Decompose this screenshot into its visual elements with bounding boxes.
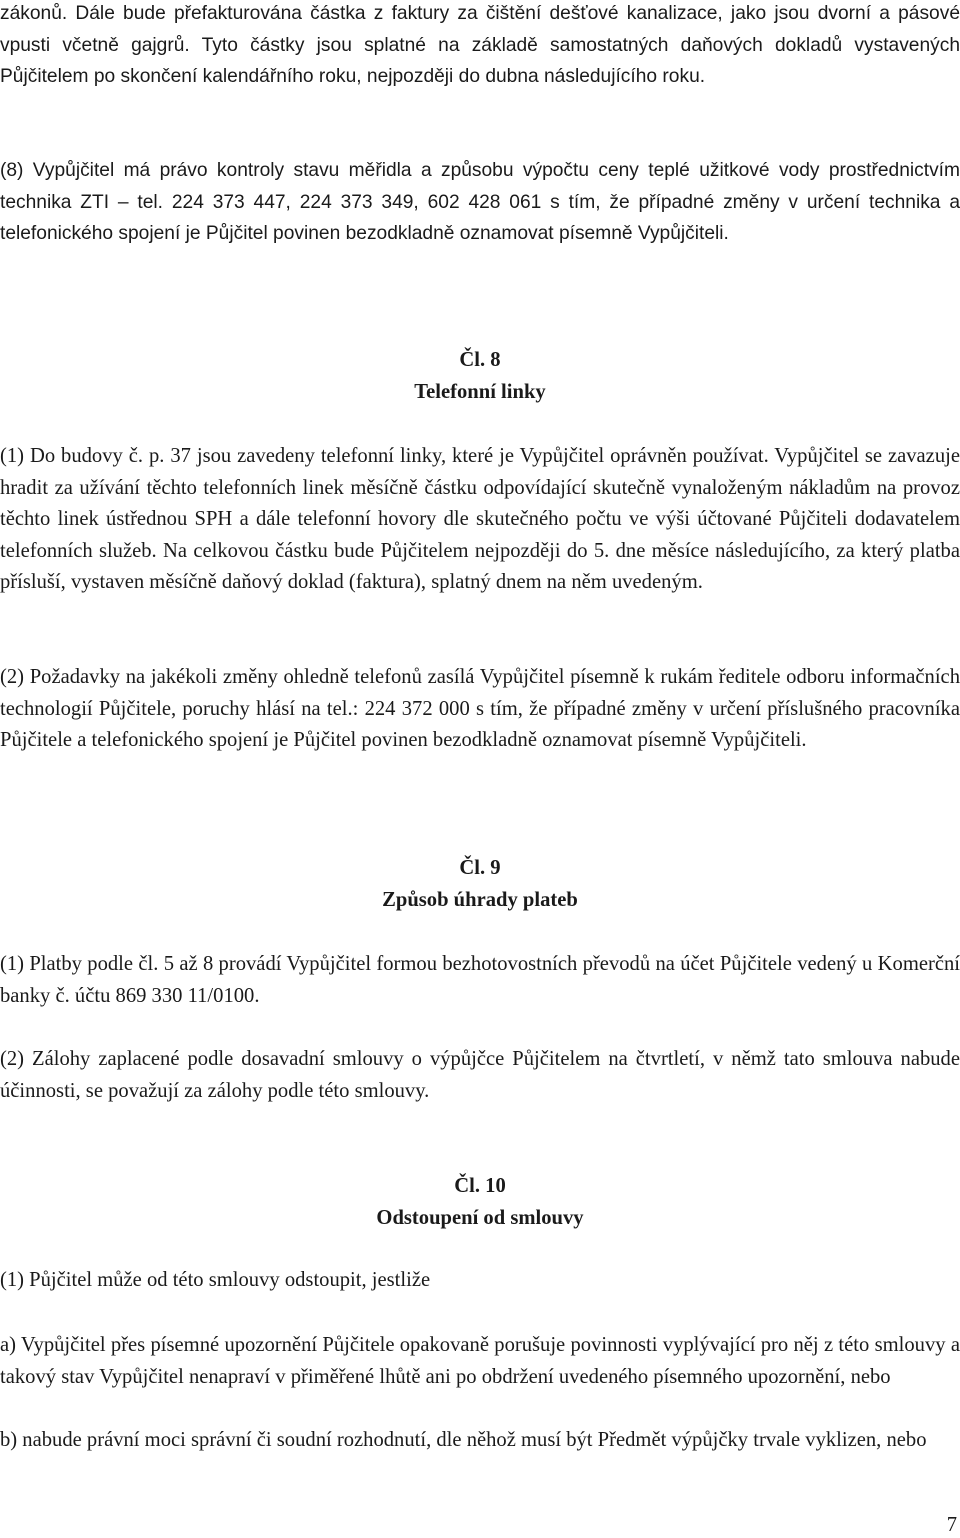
article-9-title: Způsob úhrady plateb	[382, 889, 578, 911]
paragraph-telephone-lines: (1) Do budovy č. p. 37 jsou zavedeny telefonní linky, které je Vypůjčitel oprávněn používat. Vypůjčitel se zavazuje hradit za užívání těchto telefonních linek měsíčně částku odpovídající skutečně vynaloženým nákladům na provoz těchto linek ústřednou SPH a dále telefonní hovory dle skutečného počtu ve výši účtované Půjčiteli dodavatelem telefonních služeb. Na celkovou částku bude Půjčitelem nejpozději do 5. dne měsíce následujícího, za který platba přísluší, vystaven měsíčně daňový doklad (faktura), splatný dnem na něm uvedeným.	[0, 445, 960, 593]
article-8-number: Čl. 8	[459, 349, 501, 371]
article-8-title: Telefonní linky	[414, 381, 546, 403]
article-10-title: Odstoupení od smlouvy	[376, 1207, 584, 1229]
paragraph-telephone-changes: (2) Požadavky na jakékoli změny ohledně telefonů zasílá Vypůjčitel písemně k rukám ředitele odboru informačních technologií Půjčitele, poruchy hlásí na tel.: 224 372 000 s tím, že případné změny v určení příslušného pracovníka Půjčitele a telefonického spojení je Půjčitel povinen bezodkladně oznamovat písemně Vypůjčiteli.	[0, 666, 960, 751]
paragraph-withdrawal-intro: (1) Půjčitel může od této smlouvy odstoupit, jestliže	[0, 1269, 431, 1291]
paragraph-withdrawal-a: a) Vypůjčitel přes písemné upozornění Půjčitele opakovaně porušuje povinnosti vyplývající pro něj z této smlouvy a takový stav Vypůjčitel nenapraví v přiměřené lhůtě ani po obdržení uvedeného písemného upozornění, nebo	[0, 1334, 960, 1388]
paragraph-water-billing: zákonů. Dále bude přefakturována částka z faktury za čištění dešťové kanalizace, jako jsou dvorní a pásové vpusti včetně gajgrů. Tyto částky jsou splatné na základě samostatných daňových dokladů vystavených Půjčitelem po skončení kalendářního roku, nejpozději do dubna následujícího roku.	[0, 3, 960, 87]
paragraph-advances: (2) Zálohy zaplacené podle dosavadní smlouvy o výpůjčce Půjčitelem na čtvrtletí, v němž tato smlouva nabude účinnosti, se považují za zálohy podle této smlouvy.	[0, 1048, 960, 1102]
article-9-number: Čl. 9	[459, 857, 501, 879]
page-number: 7	[946, 1514, 957, 1536]
paragraph-withdrawal-b: b) nabude právní moci správní či soudní rozhodnutí, dle něhož musí být Předmět výpůjčky trvale vyklizen, nebo	[0, 1429, 927, 1451]
paragraph-payments: (1) Platby podle čl. 5 až 8 provádí Vypůjčitel formou bezhotovostních převodů na účet Půjčitele vedený u Komerční banky č. účtu 869 330 11/0100.	[0, 953, 960, 1007]
article-10-number: Čl. 10	[454, 1175, 506, 1197]
paragraph-hot-water-meter: (8) Vypůjčitel má právo kontroly stavu měřidla a způsobu výpočtu ceny teplé užitkové vody prostřednictvím technika ZTI – tel. 224 373 447, 224 373 349, 602 428 061 s tím, že případné změny v určení technika a telefonického spojení je Půjčitel povinen bezodkladně oznamovat písemně Vypůjčiteli.	[0, 160, 960, 244]
